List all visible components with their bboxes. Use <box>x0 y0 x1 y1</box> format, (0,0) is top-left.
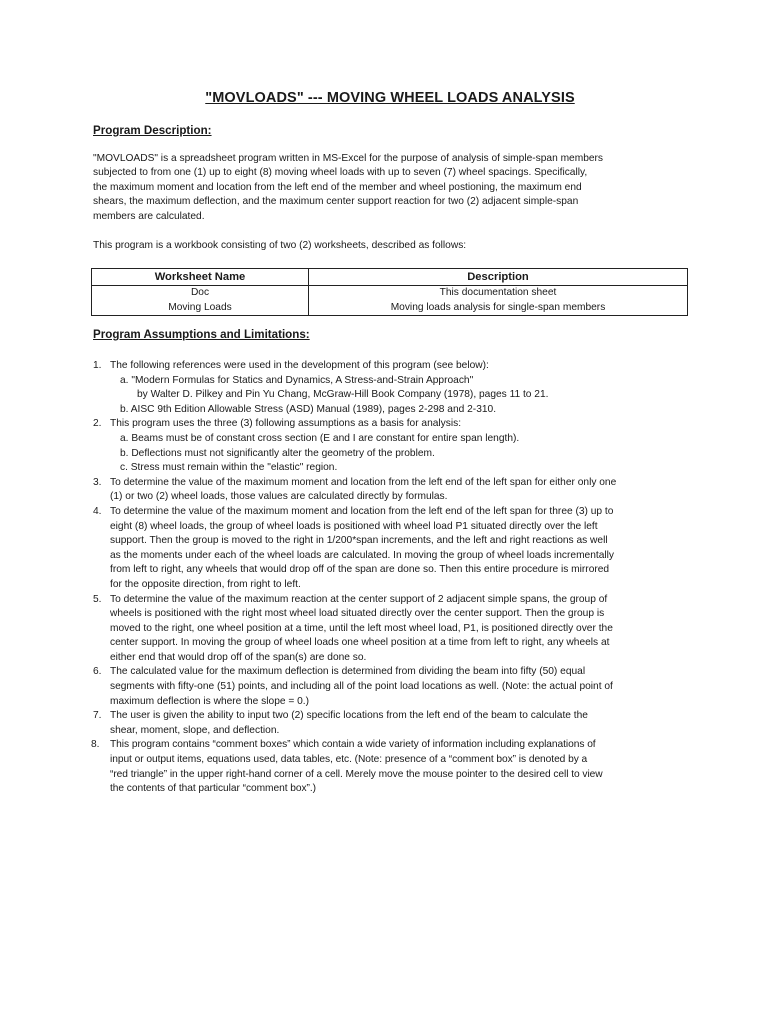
assumption-line: c. Stress must remain within the "elastic" region. <box>120 462 338 474</box>
list-item-line: segments with fifty-one (51) points, and including all of the point load locations as well. (Note: the actual point of <box>110 681 613 693</box>
description-line: "MOVLOADS" is a spreadsheet program written in MS-Excel for the purpose of analysis of simple-span members <box>93 153 604 164</box>
list-item-line: The following references were used in the development of this program (see below): <box>110 360 489 371</box>
list-item-line: (1) or two (2) wheel loads, those values are calculated directly by formulas. <box>110 491 448 503</box>
description-line: members are calculated. <box>93 210 205 222</box>
column-header-description: Description <box>309 269 688 286</box>
description-line: the maximum moment and location from the left end of the member and wheel postioning, the maximum end <box>93 181 582 193</box>
document-title: "MOVLOADS" --- MOVING WHEEL LOADS ANALYSIS <box>205 90 575 106</box>
list-item-line: from left to right, any wheels that would drop off of the span are done so. Then this entire procedure is mirrored <box>110 564 610 576</box>
list-item <box>93 738 693 796</box>
list-item-number: 2. <box>93 418 102 430</box>
list-item-line: for the opposite direction, from right to left. <box>110 578 301 590</box>
list-item-number: 4. <box>93 505 102 517</box>
list-item-line: The user is given the ability to input two (2) specific locations from the left end of the beam to calculate the <box>110 710 588 722</box>
workbook-line: This program is a workbook consisting of two (2) worksheets, described as follows: <box>93 240 467 251</box>
worksheet-name-cell: Doc <box>92 286 309 301</box>
table-row <box>92 286 688 301</box>
description-line: subjected to from one (1) up to eight (8) moving wheel loads with up to seven (7) wheel spacings. Specifically, <box>93 167 588 179</box>
list-item-line: wheels is positioned with the right most wheel load situated directly over the center support. Then the group is <box>110 608 605 620</box>
worksheet-table <box>91 268 688 316</box>
list-item-line: This program contains “comment boxes” which contain a wide variety of information including explanations of <box>110 739 596 751</box>
column-header-worksheet-name: Worksheet Name <box>92 269 309 286</box>
list-item-number: 3. <box>93 476 102 488</box>
list-item-line: shear, moment, slope, and deflection. <box>110 724 280 736</box>
list-item-line: either end that would drop off of the span(s) are done so. <box>110 651 367 663</box>
list-item-line: eight (8) wheel loads, the group of wheel loads is positioned with wheel load P1 situated directly over the left <box>110 520 598 532</box>
list-item-line: center support. In moving the group of wheel loads one wheel position at a time from left to right, any wheels at <box>110 637 610 649</box>
list-item-number: 1. <box>93 360 102 371</box>
workbook-description <box>93 239 683 253</box>
list-item-number: 7. <box>93 710 102 722</box>
list-item <box>93 417 693 475</box>
reference-line: b. AISC 9th Edition Allowable Stress (ASD) Manual (1989), pages 2-298 and 2-310. <box>120 403 497 415</box>
assumption-line: a. Beams must be of constant cross section (E and I are constant for entire span length). <box>120 432 520 444</box>
list-item <box>93 359 693 417</box>
list-item <box>93 665 693 709</box>
list-item-line: moved to the right, one wheel position at a time, until the left most wheel load, P1, is positioned directly over the <box>110 622 613 634</box>
list-item-line: maximum deflection is where the slope = 0.) <box>110 695 310 707</box>
list-item-line: the contents of that particular “comment box”.) <box>110 783 317 795</box>
list-item-line: “red triangle” in the upper right-hand corner of a cell. Merely move the mouse pointer to the desired cell to view <box>110 768 603 780</box>
list-item-number: 8. <box>91 739 100 751</box>
list-item-line: To determine the value of the maximum moment and location from the left end of the left span for three (3) up to <box>110 505 614 517</box>
list-item <box>93 476 693 505</box>
worksheet-description-cell: This documentation sheet <box>309 286 688 301</box>
list-item-line: To determine the value of the maximum moment and location from the left end of the left span for either only one <box>110 476 617 488</box>
list-item <box>93 505 693 593</box>
list-item-line: support. Then the group is moved to the right in 1/200*span increments, and the left and right reactions as well <box>110 535 608 547</box>
assumption-line: b. Deflections must not significantly alter the geometry of the problem. <box>120 447 435 459</box>
list-item-number: 5. <box>93 593 102 605</box>
assumptions-list <box>93 359 693 797</box>
list-item-line: The calculated value for the maximum deflection is determined from dividing the beam into fifty (50) equal <box>110 666 586 678</box>
list-item-number: 6. <box>93 666 102 678</box>
list-item-line: as the moments under each of the wheel loads are calculated. In moving the group of wheel loads incrementally <box>110 549 615 561</box>
list-item <box>93 593 693 666</box>
list-item-line: To determine the value of the maximum reaction at the center support of 2 adjacent simple spans, the group of <box>110 593 608 605</box>
table-header-row <box>92 269 688 286</box>
worksheet-description-cell: Moving loads analysis for single-span members <box>309 301 688 316</box>
table-row <box>92 301 688 316</box>
worksheet-name-cell: Moving Loads <box>92 301 309 316</box>
list-item <box>93 709 693 738</box>
reference-line: a. "Modern Formulas for Statics and Dynamics, A Stress-and-Strain Approach" <box>120 374 474 386</box>
reference-line: by Walter D. Pilkey and Pin Yu Chang, McGraw-Hill Book Company (1978), pages 11 to 21. <box>137 389 549 401</box>
description-line: shears, the maximum deflection, and the maximum center support reaction for two (2) adjacent simple-span <box>93 196 579 208</box>
program-description-paragraph <box>93 152 683 224</box>
list-item-line: input or output items, equations used, data tables, etc. (Note: presence of a “comment box” is denoted by a <box>110 754 588 766</box>
program-description-heading: Program Description: <box>93 124 212 137</box>
list-item-line: This program uses the three (3) following assumptions as a basis for analysis: <box>110 418 462 430</box>
assumptions-heading: Program Assumptions and Limitations: <box>93 328 310 341</box>
